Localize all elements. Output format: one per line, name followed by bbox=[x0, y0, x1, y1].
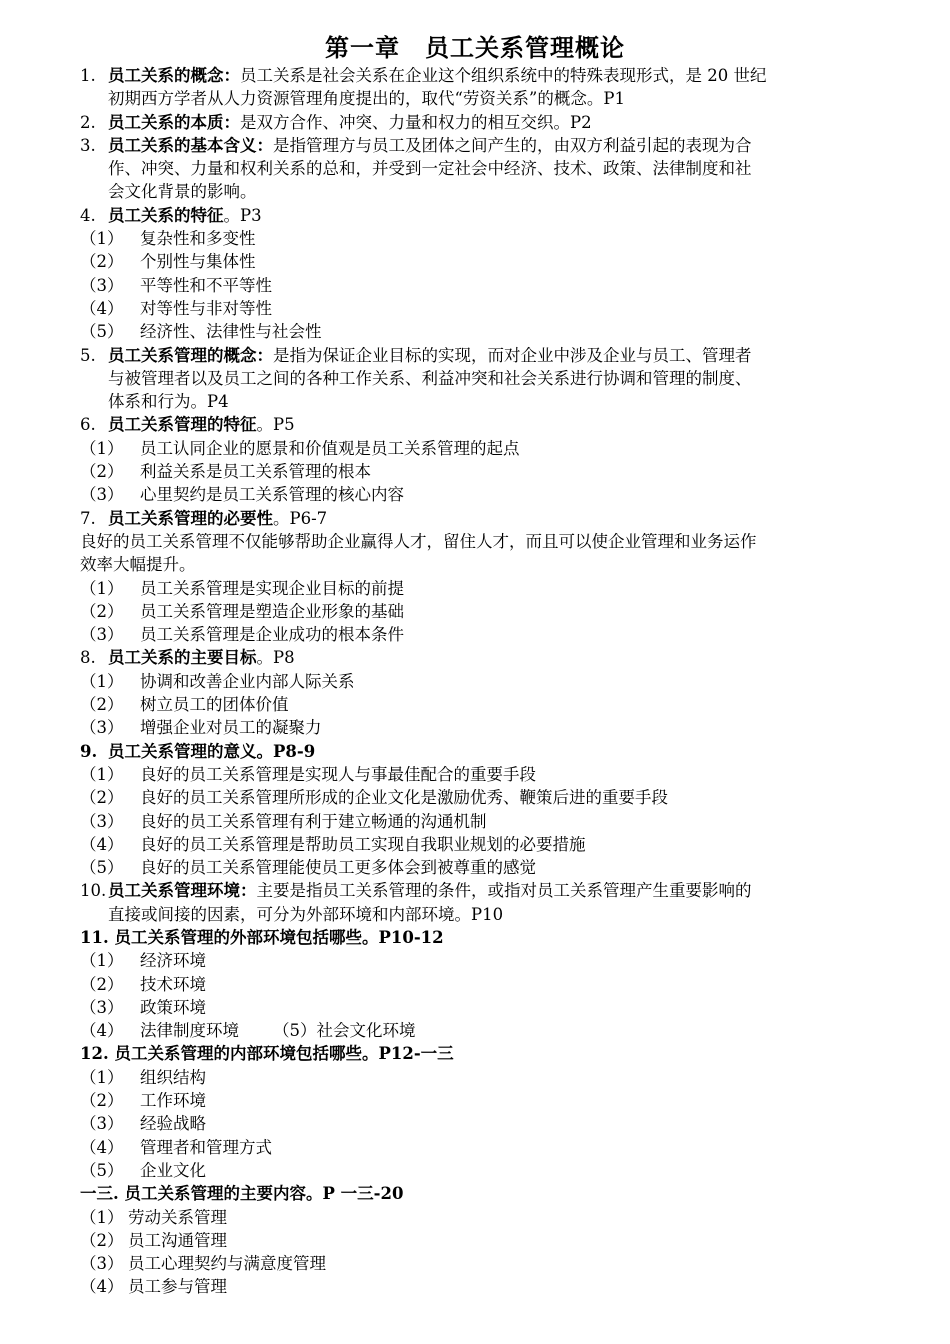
item-heading: 员工关系管理的概念 bbox=[108, 345, 257, 365]
item-12-heading: 12. 员工关系管理的内部环境包括哪些。P12-一三 bbox=[80, 1044, 454, 1064]
item-11-heading: 11. 员工关系管理的外部环境包括哪些。P10-12 bbox=[80, 927, 444, 947]
item-10-cont: 直接或间接的因素，可分为外部环境和内部环境。P10 bbox=[108, 904, 504, 924]
item-heading: 员工关系的特征 bbox=[108, 205, 224, 225]
list-item: （2） 树立员工的团体价值 bbox=[80, 695, 289, 715]
item-3: 3. 员工关系的基本含义：是指管理方与员工及团体之间产生的，由双方利益引起的表现为合 bbox=[80, 135, 752, 155]
list-item: （5） 良好的员工关系管理能使员工更多体会到被尊重的感觉 bbox=[80, 858, 536, 878]
item-10: 10. 员工关系管理环境：主要是指员工关系管理的条件，或指对员工关系管理产生重要影响的 bbox=[80, 881, 752, 901]
item-3-cont: 作、冲突、力量和权利关系的总和，并受到一定社会中经济、技术、政策、法律制度和社 bbox=[108, 159, 752, 179]
list-item: （2） 员工沟通管理 bbox=[80, 1230, 227, 1250]
list-item: （2） 员工关系管理是塑造企业形象的基础 bbox=[80, 601, 404, 621]
paragraph: 良好的员工关系管理不仅能够帮助企业赢得人才，留住人才，而且可以使企业管理和业务运作 bbox=[80, 531, 757, 551]
item-6: 6. 员工关系管理的特征。P5 bbox=[80, 415, 295, 435]
item-text: 主要是指员工关系管理的条件，或指对员工关系管理产生重要影响的 bbox=[256, 881, 752, 901]
list-item: （3） 员工关系管理是企业成功的根本条件 bbox=[80, 625, 404, 645]
list-item: （3） 平等性和不平等性 bbox=[80, 275, 272, 295]
list-item: （4） 法律制度环境 （5）社会文化环境 bbox=[80, 1021, 416, 1041]
item-heading: 员工关系管理环境 bbox=[108, 881, 240, 901]
list-item: （1） 员工认同企业的愿景和价值观是员工关系管理的起点 bbox=[80, 438, 520, 458]
item-heading: 员工关系的主要目标 bbox=[108, 648, 257, 668]
item-1: 1. 员工关系的概念：员工关系是社会关系在企业这个组织系统中的特殊表现形式，是 20 世纪 bbox=[80, 64, 870, 87]
list-item: （1） 良好的员工关系管理是实现人与事最佳配合的重要手段 bbox=[80, 764, 536, 784]
list-item: （5） 经济性、法律性与社会性 bbox=[80, 322, 322, 342]
paragraph: 效率大幅提升。 bbox=[80, 555, 196, 575]
item-heading: 员工关系的基本含义 bbox=[108, 135, 257, 155]
list-item: （4） 对等性与非对等性 bbox=[80, 298, 272, 318]
list-item: （1） 经济环境 bbox=[80, 951, 206, 971]
list-item: （2） 良好的员工关系管理所形成的企业文化是激励优秀、鞭策后进的重要手段 bbox=[80, 788, 668, 808]
list-item: （3） 心里契约是员工关系管理的核心内容 bbox=[80, 485, 404, 505]
item-3-cont: 会文化背景的影响。 bbox=[108, 182, 257, 202]
list-item: （2） 工作环境 bbox=[80, 1091, 206, 1111]
list-item: （4） 管理者和管理方式 bbox=[80, 1137, 272, 1157]
list-item: （3） 增强企业对员工的凝聚力 bbox=[80, 718, 322, 738]
list-item-extra: （5）社会文化环境 bbox=[273, 1021, 416, 1041]
list-item: （2） 技术环境 bbox=[80, 974, 206, 994]
item-2: 2. 员工关系的本质：是双方合作、冲突、力量和权力的相互交织。P2 bbox=[80, 112, 592, 132]
list-item: （3） 员工心理契约与满意度管理 bbox=[80, 1254, 326, 1274]
item-13-heading: 一三. 员工关系管理的主要内容。P 一三-20 bbox=[80, 1184, 404, 1204]
list-item: （1） 协调和改善企业内部人际关系 bbox=[80, 671, 355, 691]
item-1-cont: 初期西方学者从人力资源管理角度提出的，取代“劳资关系”的概念。P1 bbox=[108, 89, 625, 109]
item-text: 是指管理方与员工及团体之间产生的，由双方利益引起的表现为合 bbox=[273, 135, 752, 155]
item-text: 员工关系是社会关系在企业这个组织系统中的特殊表现形式，是 20 世纪 bbox=[240, 66, 767, 85]
item-number: 1. bbox=[80, 66, 96, 85]
document-page bbox=[80, 32, 870, 1299]
item-9: 9. 员工关系管理的意义。P8-9 bbox=[80, 741, 316, 761]
list-item: （4） 良好的员工关系管理是帮助员工实现自我职业规划的必要措施 bbox=[80, 834, 586, 854]
list-item: （3） 良好的员工关系管理有利于建立畅通的沟通机制 bbox=[80, 811, 487, 831]
item-heading: 员工关系管理的必要性 bbox=[108, 508, 273, 528]
list-item: （2） 利益关系是员工关系管理的根本 bbox=[80, 462, 371, 482]
item-text: 是指为保证企业目标的实现，而对企业中涉及企业与员工、管理者 bbox=[273, 345, 752, 365]
item-5-cont: 与被管理者以及员工之间的各种工作关系、利益冲突和社会关系进行协调和管理的制度、 bbox=[108, 368, 752, 388]
list-item: （3） 经验战略 bbox=[80, 1114, 206, 1134]
list-item: （4） 员工参与管理 bbox=[80, 1277, 227, 1297]
list-item: （1） 劳动关系管理 bbox=[80, 1207, 227, 1227]
list-item: （1） 组织结构 bbox=[80, 1067, 206, 1087]
item-5-cont: 体系和行为。P4 bbox=[108, 392, 229, 412]
chapter-title: 第一章 员工关系管理概论 bbox=[325, 33, 625, 62]
list-item: （1） 复杂性和多变性 bbox=[80, 229, 256, 249]
item-heading: 员工关系的概念 bbox=[108, 66, 224, 85]
item-heading: 员工关系管理的意义。P8-9 bbox=[108, 741, 316, 761]
item-heading: 员工关系管理的特征 bbox=[108, 415, 257, 435]
item-7: 7. 员工关系管理的必要性。P6-7 bbox=[80, 508, 328, 528]
item-8: 8. 员工关系的主要目标。P8 bbox=[80, 648, 295, 668]
item-4: 4. 员工关系的特征。P3 bbox=[80, 205, 262, 225]
list-item: （1） 员工关系管理是实现企业目标的前提 bbox=[80, 578, 404, 598]
list-item: （5） 企业文化 bbox=[80, 1160, 206, 1180]
item-text: 是双方合作、冲突、力量和权力的相互交织。P2 bbox=[240, 112, 592, 132]
item-heading: 员工关系的本质 bbox=[108, 112, 224, 132]
list-item: （2） 个别性与集体性 bbox=[80, 252, 256, 272]
item-5: 5. 员工关系管理的概念：是指为保证企业目标的实现，而对企业中涉及企业与员工、管理者 bbox=[80, 345, 752, 365]
list-item: （3） 政策环境 bbox=[80, 997, 206, 1017]
